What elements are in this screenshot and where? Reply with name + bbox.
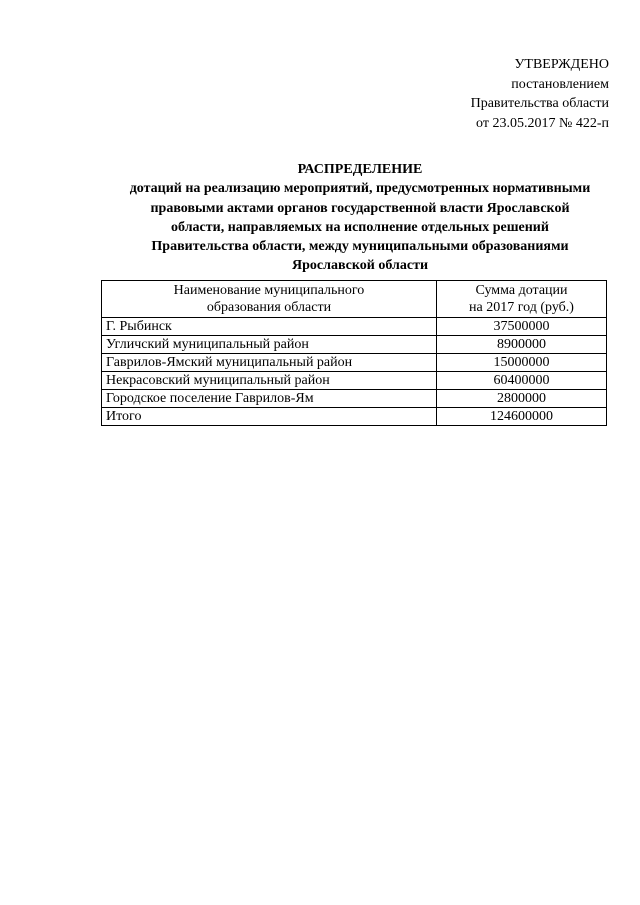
distribution-table [101, 280, 607, 426]
municipality-name: Городское поселение Гаврилов-Ям [102, 390, 437, 408]
approval-line: Правительства области [470, 96, 609, 111]
document-subtitle-line: дотаций на реализацию мероприятий, предусмотренных нормативными [129, 181, 591, 197]
document-heading [100, 160, 620, 276]
total-amount: 124600000 [437, 408, 607, 426]
approval-stamp [349, 55, 609, 133]
document-subtitle-line: Ярославской области [291, 258, 429, 274]
approval-title: УТВЕРЖДЕНО [514, 57, 609, 72]
table-row [102, 318, 607, 336]
subsidy-amount: 8900000 [437, 336, 607, 354]
table-row [102, 372, 607, 390]
total-label: Итого [102, 408, 437, 426]
subsidy-amount: 60400000 [437, 372, 607, 390]
column-header-text: Наименование муниципального [173, 283, 365, 298]
municipality-name: Некрасовский муниципальный район [102, 372, 437, 390]
column-header-name [102, 281, 437, 318]
approval-date: от 23.05.2017 № 422-п [476, 115, 609, 131]
subsidy-amount: 2800000 [437, 390, 607, 408]
table-row [102, 390, 607, 408]
document-title: РАСПРЕДЕЛЕНИЕ [297, 162, 423, 177]
approval-line: постановлением [511, 76, 609, 92]
table-row [102, 354, 607, 372]
document-subtitle-line: области, направляемых на исполнение отдельных решений [171, 219, 549, 235]
municipality-name: Гаврилов-Ямский муниципальный район [102, 354, 437, 372]
column-header-text: Сумма дотации [475, 283, 568, 298]
municipality-name: Г. Рыбинск [102, 318, 437, 336]
municipality-name: Угличский муниципальный район [102, 336, 437, 354]
column-header-text: на 2017 год (руб.) [469, 300, 574, 315]
table-row [102, 336, 607, 354]
subsidy-amount: 15000000 [437, 354, 607, 372]
document-subtitle-line: Правительства области, между муниципальными образованиями [151, 239, 569, 255]
total-row [102, 408, 607, 426]
table-header-row [102, 281, 607, 318]
column-header-sum [437, 281, 607, 318]
column-header-text: образования области [206, 300, 332, 315]
document-subtitle-line: правовыми актами органов государственной власти Ярославской [150, 200, 570, 216]
subsidy-amount: 37500000 [437, 318, 607, 336]
